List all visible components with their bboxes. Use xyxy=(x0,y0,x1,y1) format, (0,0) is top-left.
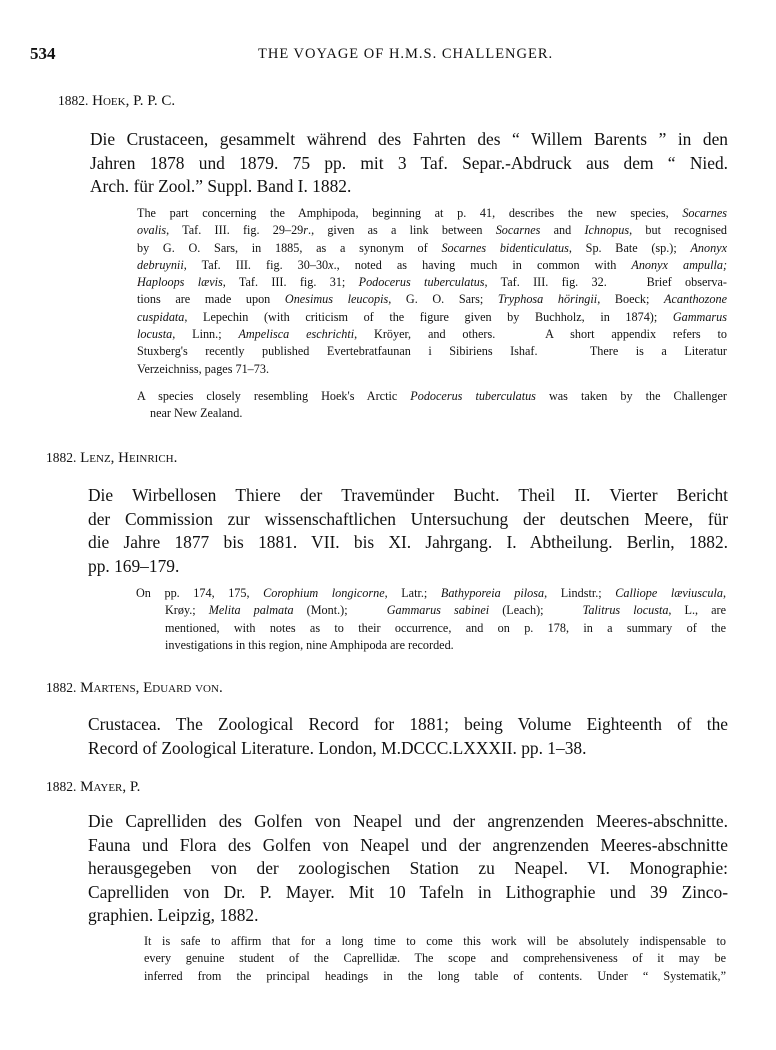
note-line: every genuine student of the Caprellidæ. The scope and comprehensiveness of it may be xyxy=(144,951,726,966)
entry-title xyxy=(90,128,728,199)
entry-note-2 xyxy=(137,388,727,423)
note-line: It is safe to affirm that for a long time to come this work will be absolutely indispensable to xyxy=(144,934,726,948)
entry-author: Martens, Eduard von. xyxy=(80,680,223,696)
entry-heading xyxy=(46,779,734,796)
entry-title xyxy=(88,810,728,928)
title-line: Arch. für Zool.” Suppl. Band I. 1882. xyxy=(90,176,352,197)
entry-author: Lenz, Heinrich. xyxy=(80,450,178,466)
bibliography-entry-martens xyxy=(46,680,734,697)
entry-author: Hoek, P. P. C. xyxy=(92,93,176,109)
title-line: Record of Zoological Literature. London, M.DCCC.LXXXII. pp. 1–38. xyxy=(88,737,587,758)
title-line: herausgegeben von der zoologischen Station zu Neapel. VI. Monographie: xyxy=(88,858,728,879)
note-line: The part concerning the Amphipoda, beginning at p. 41, describes the new species, Socarnes xyxy=(137,206,727,220)
entry-year: 1882. xyxy=(58,93,89,108)
title-line: der Commission zur wissenschaftlichen Untersuchung der deutschen Meere, für xyxy=(88,508,728,529)
note-line: debruynii, Taf. III. fig. 30–30x., noted as having much in common with Anonyx ampulla; xyxy=(137,257,727,272)
note-line: by G. O. Sars, in 1885, as a synonym of Socarnes bidenticulatus, Sp. Bate (sp.); Anonyx xyxy=(137,240,728,255)
title-line: Caprelliden von Dr. P. Mayer. Mit 10 Tafeln in Lithographie und 39 Zinco- xyxy=(88,881,728,902)
entry-title xyxy=(88,713,728,760)
title-line: die Jahre 1877 bis 1881. VII. bis XI. Jahrgang. I. Abtheilung. Berlin, 1882. xyxy=(88,532,728,553)
entry-heading xyxy=(46,680,734,697)
note-line: tions are made upon Onesimus leucopis, G. O. Sars; Tryphosa höringii, Boeck; Acanthozone xyxy=(137,292,727,307)
note-line: Stuxberg's recently published Evertebratfaunan i Sibiriens Ishaf. There is a Literatur xyxy=(137,344,727,359)
title-line: Die Crustaceen, gesammelt während des Fahrten des “ Willem Barents ” in den xyxy=(90,129,728,149)
entry-year: 1882. xyxy=(46,680,77,695)
entry-note xyxy=(136,585,726,654)
note-line: near New Zealand. xyxy=(150,406,243,421)
note-line: mentioned, with notes as to their occurrence, and on p. 178, in a summary of the xyxy=(165,620,726,635)
note-line: Haploops lævis, Taf. III. fig. 31; Podocerus tuberculatus, Taf. III. fig. 32. Brief observa- xyxy=(137,275,727,290)
note-line: On pp. 174, 175, Corophium longicorne, Latr.; Bathyporeia pilosa, Lindstr.; Calliope læviuscula, xyxy=(136,586,727,600)
note-line: investigations in this region, nine Amphipoda are recorded. xyxy=(165,637,454,652)
note-line: inferred from the principal headings in the long table of contents. Under “ Systematik,” xyxy=(144,968,726,983)
entry-heading xyxy=(46,450,734,467)
note-line: Verzeichniss, pages 71–73. xyxy=(137,361,269,376)
bibliography-entry-hoek xyxy=(58,93,746,110)
note-line: ovalis, Taf. III. fig. 29–29r., given as a link between Socarnes and Ichnopus, but recognised xyxy=(137,223,727,238)
entry-heading xyxy=(58,93,746,110)
title-line: Fauna und Flora des Golfen von Neapel und der angrenzenden Meeres-abschnitte xyxy=(88,834,728,855)
entry-year: 1882. xyxy=(46,450,77,465)
note-line: Krøy.; Melita palmata (Mont.); Gammarus sabinei (Leach); Talitrus locusta, L., are xyxy=(165,603,726,618)
entry-title xyxy=(88,484,728,578)
bibliography-entry-lenz xyxy=(46,450,734,467)
note-line: A species closely resembling Hoek's Arctic Podocerus tuberculatus was taken by the Challenger xyxy=(137,389,727,403)
running-head: THE VOYAGE OF H.M.S. CHALLENGER. xyxy=(258,46,554,62)
title-line: pp. 169–179. xyxy=(88,555,180,576)
title-line: Die Caprelliden des Golfen von Neapel und der angrenzenden Meeres-abschnitte. xyxy=(88,811,728,831)
bibliography-entry-mayer xyxy=(46,779,734,796)
page-header xyxy=(30,44,748,68)
title-line: graphien. Leipzig, 1882. xyxy=(88,905,259,926)
page-number: 534 xyxy=(30,44,56,63)
entry-year: 1882. xyxy=(46,779,77,794)
title-line: Crustacea. The Zoological Record for 1881; being Volume Eighteenth of the xyxy=(88,714,728,734)
entry-note xyxy=(137,205,727,378)
title-line: Jahren 1878 und 1879. 75 pp. mit 3 Taf. Separ.-Abdruck aus dem “ Nied. xyxy=(90,152,728,173)
title-line: Die Wirbellosen Thiere der Travemünder Bucht. Theil II. Vierter Bericht xyxy=(88,485,728,505)
entry-author: Mayer, P. xyxy=(80,779,141,795)
note-line: locusta, Linn.; Ampelisca eschrichti, Kröyer, and others. A short appendix refers to xyxy=(137,327,727,342)
note-line: cuspidata, Lepechin (with criticism of the figure given by Buchholz, in 1874); Gammarus xyxy=(137,309,727,324)
entry-note xyxy=(144,933,726,985)
